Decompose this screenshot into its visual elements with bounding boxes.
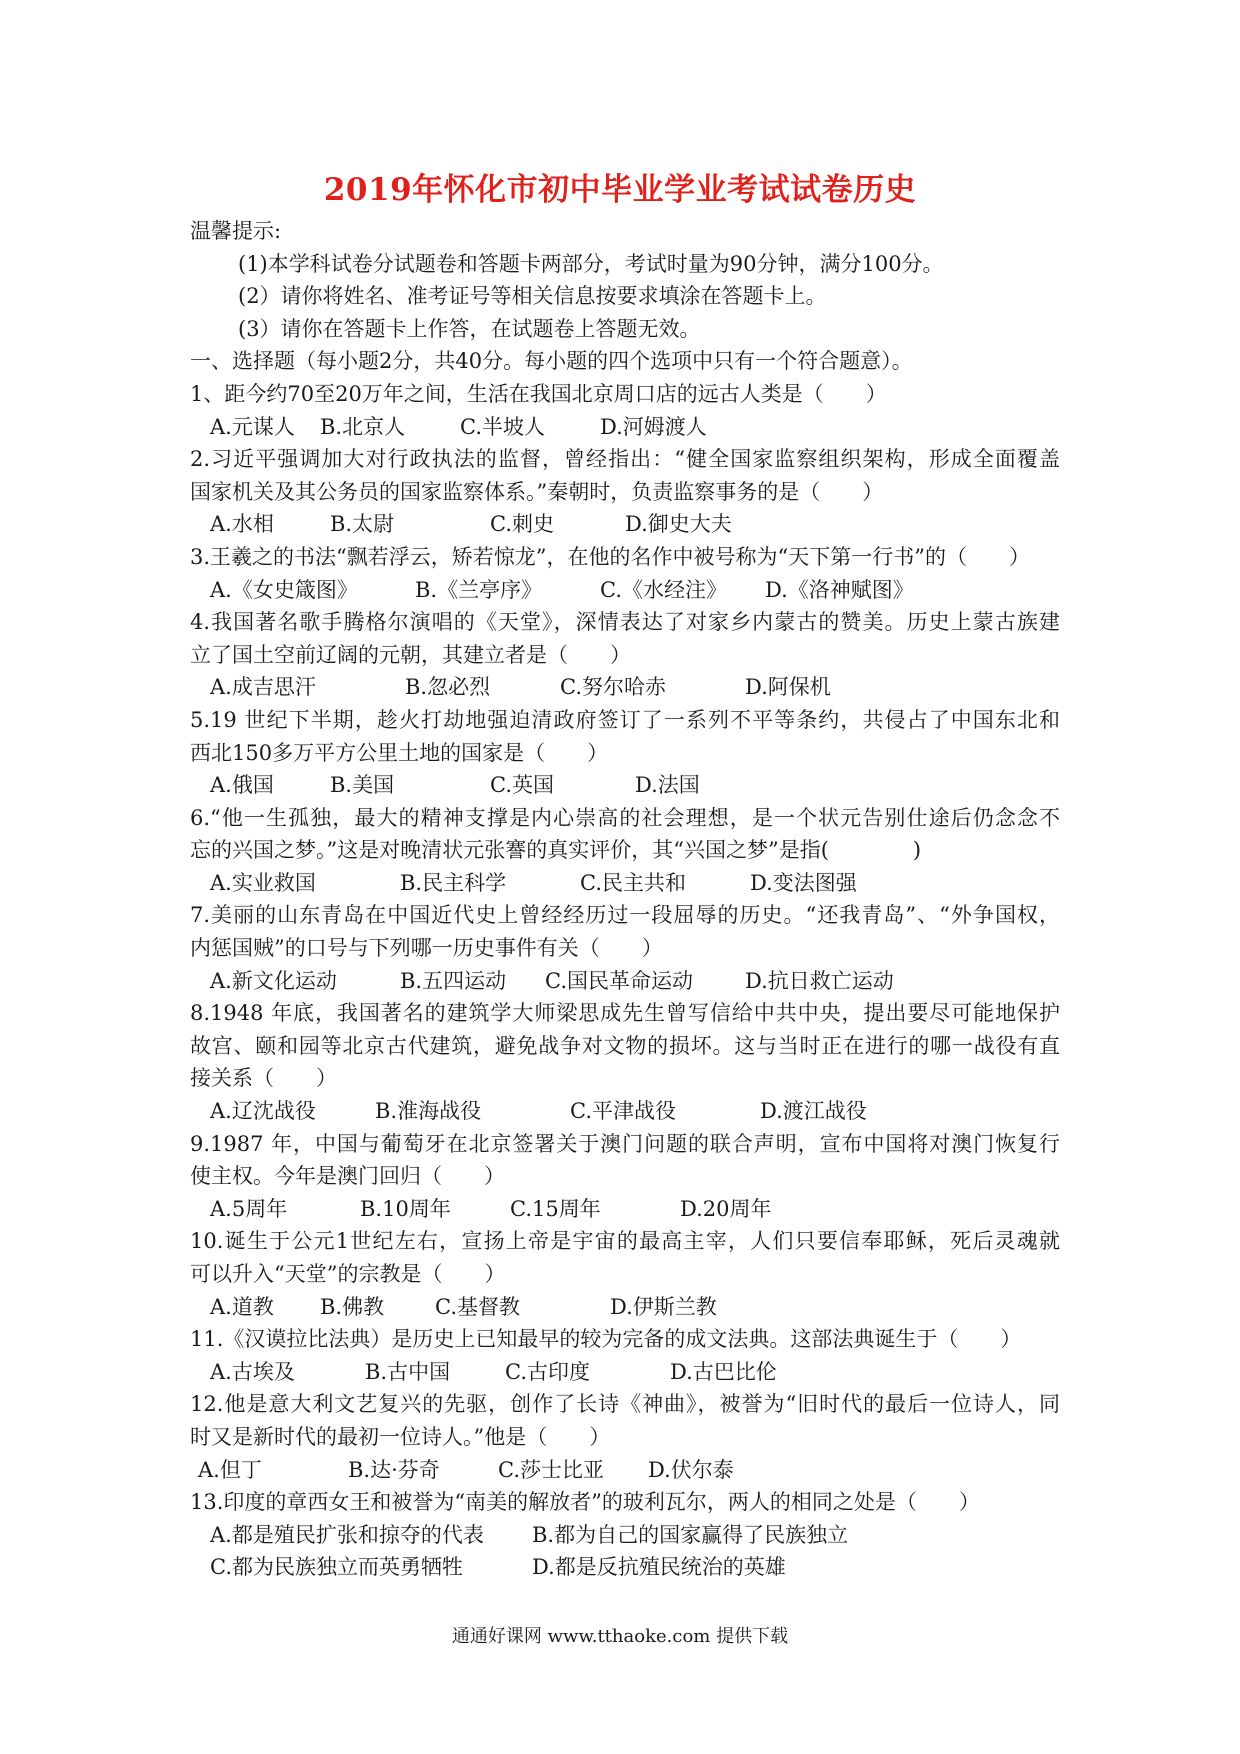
answer-option: D.法国 [635, 773, 700, 798]
answer-option: B.淮海战役 [375, 1099, 482, 1124]
answer-option: C.刺史 [490, 512, 554, 537]
question-text-line: 时又是新时代的最初一位诗人。”他是（ ） [190, 1424, 611, 1449]
answer-option: A.实业救国 [210, 870, 316, 895]
options-row [190, 1356, 1060, 1389]
question-text-line: 使主权。今年是澳门回归（ ） [190, 1164, 505, 1189]
answer-option: A.但丁 [198, 1457, 262, 1482]
answer-option: D.都是反抗殖民统治的英雄 [532, 1555, 786, 1580]
tip-item: (1)本学科试卷分试题卷和答题卡两部分，考试时量为90分钟，满分100分。 [238, 251, 944, 276]
answer-option: C.国民革命运动 [545, 968, 693, 993]
question-text-line: 10.诞生于公元1世纪左右，宣扬上帝是宇宙的最高主宰，人们只要信奉耶稣，死后灵魂就 [190, 1229, 1060, 1254]
answer-option: A.5周年 [210, 1196, 288, 1221]
question-text-line: 2.习近平强调加大对行政执法的监督，曾经指出：“健全国家监察组织架构，形成全面覆盖 [190, 447, 1060, 472]
options-row [190, 769, 1060, 802]
answer-option: A.水相 [210, 512, 274, 537]
question-text-line: 可以升入“天堂”的宗教是（ ） [190, 1262, 506, 1286]
question-text-line: 接关系（ ） [190, 1066, 337, 1091]
answer-option: D.伊斯兰教 [610, 1294, 717, 1319]
answer-option: D.变法图强 [750, 870, 857, 895]
answer-option: C.古印度 [505, 1359, 590, 1384]
answer-option: C.民主共和 [580, 870, 686, 895]
options-row [190, 965, 1060, 998]
answer-option: B.10周年 [360, 1196, 451, 1221]
answer-option: B.佛教 [320, 1294, 385, 1319]
options-row [190, 671, 1060, 704]
answer-option: D.渡江战役 [760, 1099, 867, 1124]
answer-option: A.古埃及 [210, 1359, 295, 1384]
answer-option: B.太尉 [330, 512, 395, 537]
answer-option: D.《洛神赋图》 [765, 577, 914, 602]
answer-option: D.河姆渡人 [600, 414, 707, 439]
answer-option: A.俄国 [210, 773, 274, 798]
answer-option: D.御史大夫 [625, 512, 732, 537]
question-text-line: 国家机关及其公务员的国家监察体系。”秦朝时，负责监察事务的是（ ） [190, 479, 884, 504]
answer-option: B.达·芬奇 [348, 1457, 440, 1482]
answer-option: D.古巴比伦 [670, 1359, 777, 1384]
question-text-line: 6.“他一生孤独，最大的精神支撑是内心崇高的社会理想，是一个状元告别仕途后仍念念不 [190, 805, 1060, 830]
answer-option: B.民主科学 [400, 870, 507, 895]
answer-option: C.基督教 [435, 1294, 520, 1319]
question-text-line: 忘的兴国之梦。”这是对晚清状元张謇的真实评价，其“兴国之梦”是指( ) [190, 838, 922, 863]
question-list [190, 378, 1060, 1584]
answer-option: A.辽沈战役 [210, 1099, 316, 1124]
question-text-line: 12.他是意大利文艺复兴的先驱，创作了长诗《神曲》，被誉为“旧时代的最后一位诗人，同 [190, 1392, 1060, 1417]
section-heading: 一、选择题（每小题2分，共40分。每小题的四个选项中只有一个符合题意）。 [190, 349, 913, 374]
answer-option: A.成吉思汗 [210, 675, 316, 700]
exam-title: 2019年怀化市初中毕业学业考试试卷历史 [323, 172, 917, 208]
answer-option: A.新文化运动 [210, 968, 337, 993]
answer-option: D.20周年 [680, 1196, 772, 1221]
tip-item: (3）请你在答题卡上作答，在试题卷上答题无效。 [238, 316, 701, 341]
exam-content [190, 215, 1060, 1584]
options-row [190, 574, 1060, 607]
options-row [190, 1454, 1060, 1487]
answer-option: B.五四运动 [400, 968, 507, 993]
answer-option: A.元谋人 [210, 414, 295, 439]
options-row [190, 867, 1060, 900]
options-row [190, 1095, 1060, 1128]
options-row [190, 1551, 1060, 1584]
answer-option: B.忽必烈 [405, 675, 491, 700]
answer-option: D.阿保机 [745, 675, 831, 700]
options-row [190, 1193, 1060, 1226]
options-row [190, 1291, 1060, 1324]
question-text-line: 7.美丽的山东青岛在中国近代史上曾经经历过一段屈辱的历史。“还我青岛”、“外争国权， [190, 903, 1060, 928]
answer-option: C.英国 [490, 773, 554, 798]
answer-option: C.15周年 [510, 1196, 601, 1221]
question-text-line: 立了国土空前辽阔的元朝，其建立者是（ ） [190, 642, 631, 667]
question-text-line: 11.《汉谟拉比法典）是历史上已知最早的较为完备的成文法典。这部法典诞生于（ ） [190, 1327, 1022, 1352]
options-row [190, 411, 1060, 444]
answer-option: C.《水经注》 [600, 577, 727, 602]
answer-option: D.伏尔泰 [648, 1457, 734, 1482]
answer-option: B.美国 [330, 773, 395, 798]
tips-heading: 温馨提示: [190, 219, 282, 243]
answer-option: B.古中国 [365, 1359, 451, 1384]
answer-option: C.都为民族独立而英勇牺牲 [210, 1555, 463, 1580]
question-text-line: 5.19 世纪下半期，趁火打劫地强迫清政府签订了一系列不平等条约，共侵占了中国东北和 [190, 707, 1060, 732]
tip-item: (2）请你将姓名、准考证号等相关信息按要求填涂在答题卡上。 [238, 284, 827, 309]
question-text-line: 西北150多万平方公里土地的国家是（ ） [190, 740, 609, 765]
answer-option: A.都是殖民扩张和掠夺的代表 [210, 1522, 484, 1547]
question-text-line: 故宫、颐和园等北京古代建筑，避免战争对文物的损坏。这与当时正在进行的哪一战役有直 [190, 1033, 1060, 1058]
question-text-line: 3.王羲之的书法“飘若浮云，矫若惊龙”，在他的名作中被号称为“天下第一行书”的（ ） [190, 544, 1030, 569]
answer-option: B.都为自己的国家赢得了民族独立 [532, 1522, 849, 1547]
answer-option: C.莎士比亚 [498, 1457, 604, 1482]
answer-option: C.平津战役 [570, 1099, 676, 1124]
answer-option: D.抗日救亡运动 [745, 968, 894, 993]
question-text-line: 9.1987 年，中国与葡萄牙在北京签署关于澳门问题的联合声明，宣布中国将对澳门恢复行 [190, 1131, 1060, 1156]
answer-option: C.努尔哈赤 [560, 675, 666, 700]
question-text-line: 1、距今约70至20万年之间，生活在我国北京周口店的远古人类是（ ） [190, 381, 887, 406]
question-text-line: 4.我国著名歌手腾格尔演唱的《天堂》，深情表达了对家乡内蒙古的赞美。历史上蒙古族建 [190, 610, 1060, 635]
answer-option: A.《女史箴图》 [210, 577, 358, 602]
options-row [190, 508, 1060, 541]
options-row [190, 1519, 1060, 1552]
footer-text: 通通好课网 www.tthaoke.com 提供下载 [451, 1626, 789, 1647]
question-text-line: 8.1948 年底，我国著名的建筑学大师梁思成先生曾写信给中共中央，提出要尽可能地保护 [190, 1001, 1060, 1026]
answer-option: A.道教 [210, 1294, 274, 1319]
question-text-line: 13.印度的章西女王和被誉为“南美的解放者”的玻利瓦尔，两人的相同之处是（ ） [190, 1490, 980, 1515]
answer-option: B.北京人 [320, 414, 406, 439]
question-text-line: 内惩国贼”的口号与下列哪一历史事件有关（ ） [190, 936, 663, 961]
answer-option: C.半坡人 [460, 414, 545, 439]
answer-option: B.《兰亭序》 [415, 577, 543, 602]
